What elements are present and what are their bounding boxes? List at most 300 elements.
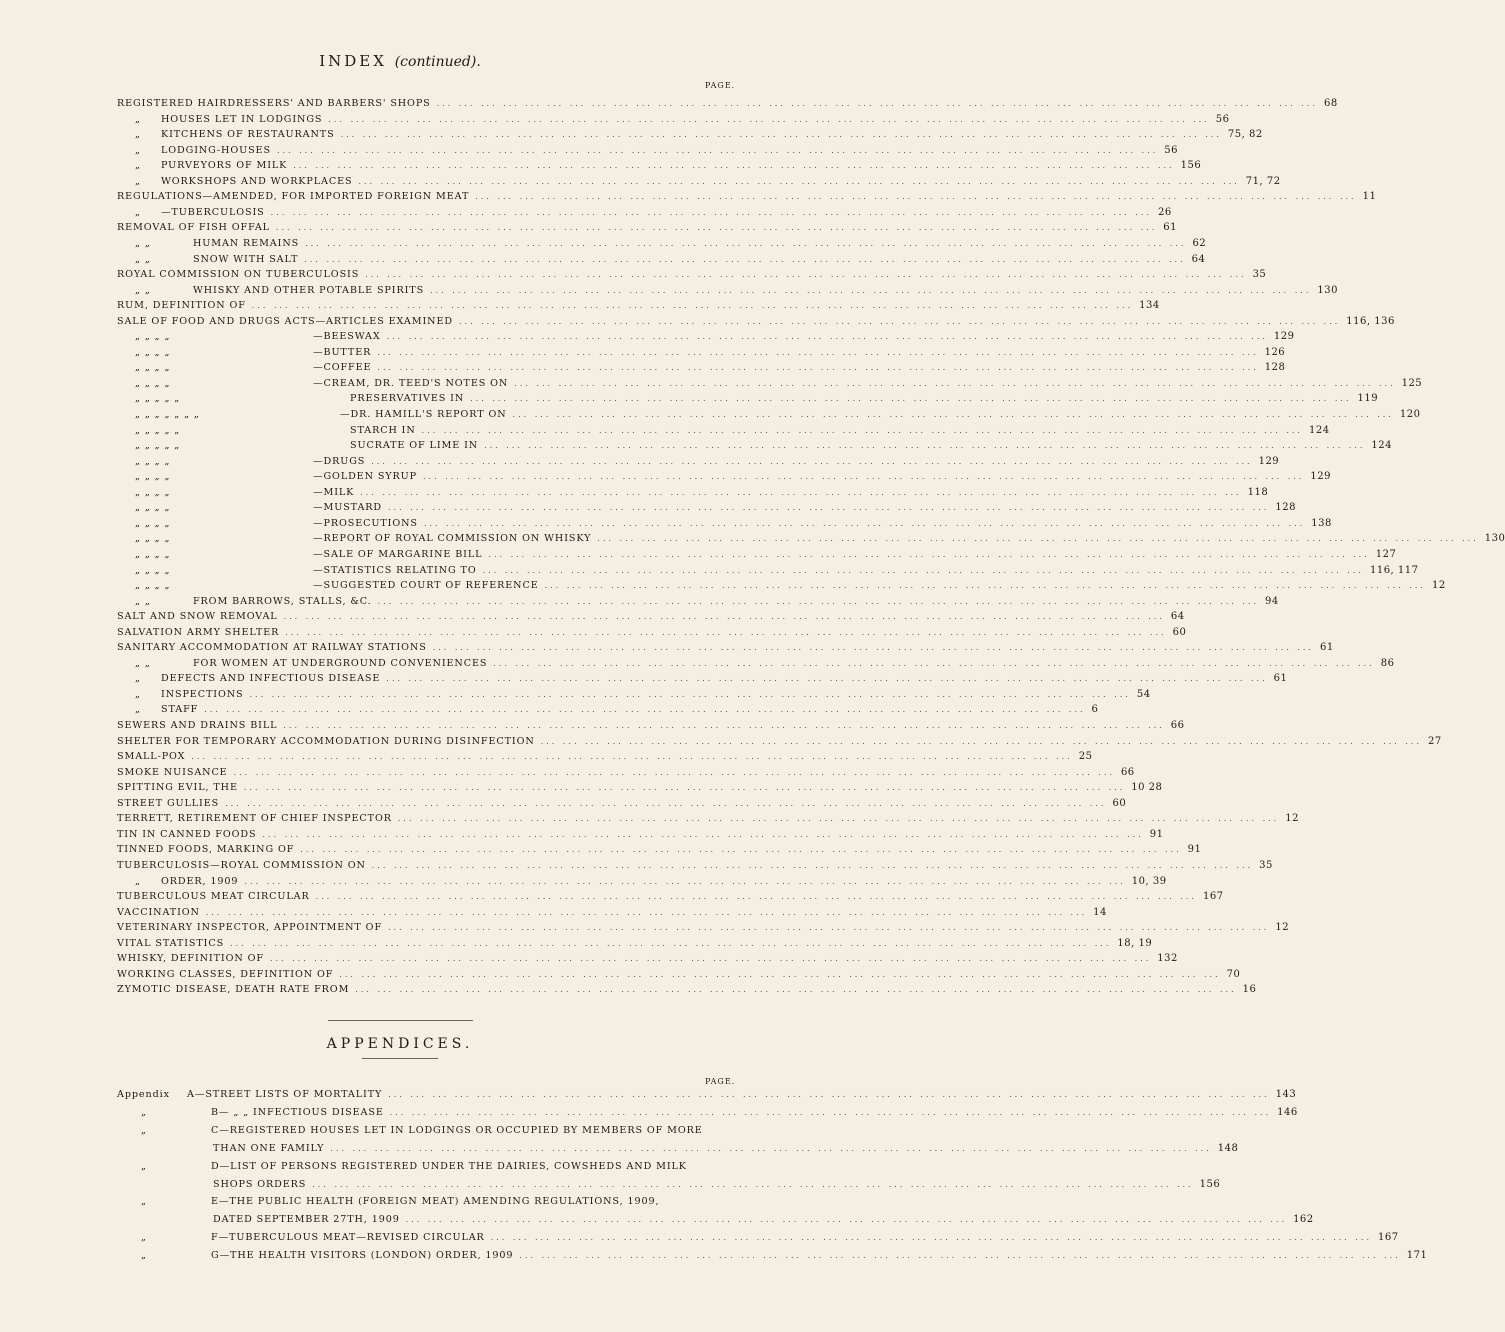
- appendix-leader-dots: ... ... ... ... ... ... ... ... ... ... ... ... ... ... ... ... ... ... ... ... ... ... ... ... ... ... ... ... ... ... ... ... ... ... ... ... ... ... ... ...: [405, 1215, 1288, 1225]
- index-leader-dots: ... ... ... ... ... ... ... ... ... ... ... ... ... ... ... ... ... ... ... ... ... ... ... ... ... ... ... ... ... ... ... ... ... ... ... ... ... ... ... ...: [262, 829, 1144, 839]
- index-leader-dots: ... ... ... ... ... ... ... ... ... ... ... ... ... ... ... ... ... ... ... ... ... ... ... ... ... ... ... ... ... ... ... ... ... ... ... ... ... ... ... ...: [270, 207, 1152, 217]
- index-page-number: 66: [1120, 766, 1135, 778]
- index-row: [117, 486, 1269, 503]
- appendix-entry-text: DATED SEPTEMBER 27TH, 1909: [213, 1214, 400, 1226]
- index-ditto: „ „ „ „: [135, 580, 171, 592]
- index-leader-dots: ... ... ... ... ... ... ... ... ... ... ... ... ... ... ... ... ... ... ... ... ... ... ... ... ... ... ... ... ... ... ... ... ... ... ... ... ... ... ... ...: [244, 876, 1126, 886]
- index-page-number: 129: [1258, 455, 1280, 467]
- appendix-ditto: „: [141, 1160, 147, 1172]
- index-page-number: 61: [1163, 222, 1177, 234]
- index-entry-text: WORKING CLASSES, DEFINITION OF: [117, 968, 334, 980]
- index-leader-dots: ... ... ... ... ... ... ... ... ... ... ... ... ... ... ... ... ... ... ... ... ... ... ... ... ... ... ... ... ... ... ... ... ... ... ... ... ... ... ... ...: [421, 425, 1303, 435]
- index-entry-text: —STATISTICS RELATING TO: [313, 564, 477, 576]
- index-row: [117, 564, 1419, 581]
- index-ditto: „ „ „ „: [135, 533, 171, 545]
- index-leader-dots: ... ... ... ... ... ... ... ... ... ... ... ... ... ... ... ... ... ... ... ... ... ... ... ... ... ... ... ... ... ... ... ... ... ... ... ... ... ... ... ...: [355, 985, 1237, 995]
- index-page-number: 156: [1180, 160, 1202, 172]
- index-entry-text: —TUBERCULOSIS: [161, 206, 265, 218]
- index-page-number: 26: [1158, 206, 1172, 218]
- appendix-leader-dots: ... ... ... ... ... ... ... ... ... ... ... ... ... ... ... ... ... ... ... ... ... ... ... ... ... ... ... ... ... ... ... ... ... ... ... ... ... ... ... ...: [389, 1107, 1272, 1117]
- index-leader-dots: ... ... ... ... ... ... ... ... ... ... ... ... ... ... ... ... ... ... ... ... ... ... ... ... ... ... ... ... ... ... ... ... ... ... ... ... ... ... ... ...: [204, 705, 1086, 715]
- index-entry-text: SHELTER FOR TEMPORARY ACCOMMODATION DURING DISINFECTION: [117, 735, 535, 747]
- index-entry-text: VITAL STATISTICS: [117, 937, 225, 949]
- index-row: [117, 968, 1241, 985]
- index-page-number: 128: [1264, 362, 1286, 374]
- index-leader-dots: ... ... ... ... ... ... ... ... ... ... ... ... ... ... ... ... ... ... ... ... ... ... ... ... ... ... ... ... ... ... ... ... ... ... ... ... ... ... ... ...: [386, 332, 1268, 342]
- index-page-number: 61: [1273, 673, 1288, 685]
- index-page-number: 56: [1215, 113, 1230, 125]
- appendix-row: [117, 1232, 1399, 1248]
- index-row: [117, 424, 1330, 441]
- index-page-number: 18, 19: [1117, 937, 1153, 949]
- index-entry-text: SALE OF FOOD AND DRUGS ACTS—ARTICLES EXAMINED: [117, 315, 453, 327]
- index-row: [117, 751, 1093, 767]
- index-entry-text: —PROSECUTIONS: [313, 517, 418, 529]
- index-page-number: 61: [1320, 642, 1334, 654]
- index-entry-text: WHISKY AND OTHER POTABLE SPIRITS: [193, 284, 425, 296]
- index-row: [117, 657, 1395, 674]
- index-leader-dots: ... ... ... ... ... ... ... ... ... ... ... ... ... ... ... ... ... ... ... ... ... ... ... ... ... ... ... ... ... ... ... ... ... ... ... ... ... ... ... ...: [225, 798, 1107, 808]
- index-entry-text: DEFECTS AND INFECTIOUS DISEASE: [161, 673, 381, 685]
- index-leader-dots: ... ... ... ... ... ... ... ... ... ... ... ... ... ... ... ... ... ... ... ... ... ... ... ... ... ... ... ... ... ... ... ... ... ... ... ... ... ... ... ...: [436, 99, 1318, 108]
- index-leader-dots: ... ... ... ... ... ... ... ... ... ... ... ... ... ... ... ... ... ... ... ... ... ... ... ... ... ... ... ... ... ... ... ... ... ... ... ... ... ... ... ...: [230, 938, 1112, 948]
- section-divider: [328, 1020, 473, 1021]
- index-entry-text: —SALE OF MARGARINE BILL: [313, 548, 483, 560]
- index-entry-text: REGULATIONS—AMENDED, FOR IMPORTED FOREIGN MEAT: [117, 191, 470, 203]
- appendix-page-number: 171: [1406, 1250, 1428, 1262]
- index-page-number: 130: [1484, 533, 1505, 545]
- index-ditto: „ „ „ „: [135, 471, 171, 483]
- appendix-page-number: 148: [1217, 1142, 1239, 1154]
- index-row: [117, 98, 1338, 114]
- index-page-number: 129: [1273, 331, 1295, 343]
- index-entry-text: SEWERS AND DRAINS BILL: [117, 720, 278, 731]
- appendix-leader-dots: ... ... ... ... ... ... ... ... ... ... ... ... ... ... ... ... ... ... ... ... ... ... ... ... ... ... ... ... ... ... ... ... ... ... ... ... ... ... ... ...: [312, 1179, 1194, 1189]
- index-row: [117, 409, 1421, 425]
- index-entry-text: WORKSHOPS AND WORKPLACES: [161, 175, 353, 187]
- index-page-number: 94: [1264, 595, 1279, 607]
- index-row: [117, 642, 1334, 658]
- index-page-number: 16: [1242, 984, 1257, 996]
- index-ditto: „ „ „ „: [135, 502, 171, 514]
- appendix-row: [117, 1089, 1297, 1105]
- index-row: [117, 284, 1338, 301]
- appendix-entry-text: G—THE HEALTH VISITORS (LONDON) ORDER, 1909: [211, 1250, 514, 1262]
- index-row: [117, 393, 1379, 409]
- index-leader-dots: ... ... ... ... ... ... ... ... ... ... ... ... ... ... ... ... ... ... ... ... ... ... ... ... ... ... ... ... ... ... ... ... ... ... ... ... ... ... ... ...: [544, 581, 1426, 591]
- index-leader-dots: ... ... ... ... ... ... ... ... ... ... ... ... ... ... ... ... ... ... ... ... ... ... ... ... ... ... ... ... ... ... ... ... ... ... ... ... ... ... ... ...: [315, 892, 1197, 902]
- index-page-number: 66: [1170, 720, 1185, 731]
- index-ditto: „ „ „ „: [135, 548, 171, 560]
- index-row: [117, 455, 1280, 472]
- index-page-number: 119: [1357, 393, 1379, 405]
- index-row: [117, 844, 1202, 860]
- index-page-number: 12: [1275, 922, 1290, 934]
- index-ditto: „ „ „ „: [135, 564, 171, 576]
- index-row: [117, 191, 1377, 207]
- index-entry-text: TUBERCULOSIS—ROYAL COMMISSION ON: [117, 859, 366, 871]
- index-leader-dots: ... ... ... ... ... ... ... ... ... ... ... ... ... ... ... ... ... ... ... ... ... ... ... ... ... ... ... ... ... ... ... ... ... ... ... ... ... ... ... ...: [488, 549, 1370, 559]
- index-page-number: 128: [1275, 502, 1296, 514]
- index-page-number: 126: [1264, 346, 1286, 358]
- index-title: INDEX: [319, 52, 387, 70]
- index-ditto: „ „ „ „: [135, 517, 171, 529]
- index-page-number: 127: [1375, 548, 1397, 560]
- index-entry-text: TERRETT, RETIREMENT OF CHIEF INSPECTOR: [117, 813, 392, 825]
- index-row: [117, 704, 1099, 720]
- index-leader-dots: ... ... ... ... ... ... ... ... ... ... ... ... ... ... ... ... ... ... ... ... ... ... ... ... ... ... ... ... ... ... ... ... ... ... ... ... ... ... ... ...: [300, 845, 1182, 855]
- index-leader-dots: ... ... ... ... ... ... ... ... ... ... ... ... ... ... ... ... ... ... ... ... ... ... ... ... ... ... ... ... ... ... ... ... ... ... ... ... ... ... ... ...: [340, 130, 1222, 140]
- appendix-page-number: 167: [1378, 1232, 1399, 1244]
- appendix-entry-text: D—LIST OF PERSONS REGISTERED UNDER THE DAIRIES, COWSHEDS AND MILK: [211, 1160, 687, 1172]
- index-page-number: 60: [1112, 797, 1127, 809]
- appendix-leader-dots: ... ... ... ... ... ... ... ... ... ... ... ... ... ... ... ... ... ... ... ... ... ... ... ... ... ... ... ... ... ... ... ... ... ... ... ... ... ... ... ...: [490, 1233, 1373, 1243]
- index-ditto: „ „: [135, 284, 151, 296]
- index-page-number: 167: [1202, 891, 1224, 903]
- index-leader-dots: ... ... ... ... ... ... ... ... ... ... ... ... ... ... ... ... ... ... ... ... ... ... ... ... ... ... ... ... ... ... ... ... ... ... ... ... ... ... ... ...: [233, 767, 1115, 777]
- appendix-page-number: 146: [1277, 1106, 1298, 1118]
- index-entry-text: —MUSTARD: [313, 502, 382, 514]
- index-page-number: 91: [1149, 828, 1164, 840]
- index-row: [117, 688, 1151, 705]
- index-row: [117, 953, 1178, 969]
- index-ditto: „ „ „ „: [135, 362, 171, 374]
- index-row: [117, 440, 1393, 456]
- appendix-page-number: 156: [1199, 1178, 1221, 1190]
- index-row: [117, 595, 1279, 612]
- index-leader-dots: ... ... ... ... ... ... ... ... ... ... ... ... ... ... ... ... ... ... ... ... ... ... ... ... ... ... ... ... ... ... ... ... ... ... ... ... ... ... ... ...: [482, 565, 1364, 575]
- index-entry-text: FOR WOMEN AT UNDERGROUND CONVENIENCES: [193, 657, 488, 669]
- index-entry-text: REMOVAL OF FISH OFFAL: [117, 222, 270, 234]
- index-entry-text: VACCINATION: [117, 906, 200, 918]
- index-subtitle: (continued).: [394, 54, 481, 70]
- index-leader-dots: ... ... ... ... ... ... ... ... ... ... ... ... ... ... ... ... ... ... ... ... ... ... ... ... ... ... ... ... ... ... ... ... ... ... ... ... ... ... ... ...: [475, 192, 1357, 202]
- index-leader-dots: ... ... ... ... ... ... ... ... ... ... ... ... ... ... ... ... ... ... ... ... ... ... ... ... ... ... ... ... ... ... ... ... ... ... ... ... ... ... ... ...: [388, 503, 1270, 513]
- index-leader-dots: ... ... ... ... ... ... ... ... ... ... ... ... ... ... ... ... ... ... ... ... ... ... ... ... ... ... ... ... ... ... ... ... ... ... ... ... ... ... ... ...: [269, 954, 1152, 964]
- index-leader-dots: ... ... ... ... ... ... ... ... ... ... ... ... ... ... ... ... ... ... ... ... ... ... ... ... ... ... ... ... ... ... ... ... ... ... ... ... ... ... ... ...: [360, 487, 1242, 497]
- index-row: [117, 113, 1230, 130]
- index-entry-text: —MILK: [313, 486, 355, 498]
- index-ditto: „ „ „ „ „ „ „: [135, 409, 200, 420]
- index-leader-dots: ... ... ... ... ... ... ... ... ... ... ... ... ... ... ... ... ... ... ... ... ... ... ... ... ... ... ... ... ... ... ... ... ... ... ... ... ... ... ... ...: [540, 736, 1423, 746]
- index-entry-text: —CREAM, DR. TEED'S NOTES ON: [313, 377, 509, 389]
- index-entry-text: RUM, DEFINITION OF: [117, 300, 246, 312]
- index-row: [117, 129, 1263, 145]
- index-entry-text: —BUTTER: [313, 346, 372, 358]
- appendix-entry-text: C—REGISTERED HOUSES LET IN LODGINGS OR OCCUPIED BY MEMBERS OF MORE: [211, 1124, 703, 1136]
- index-entry-text: REGISTERED HAIRDRESSERS' AND BARBERS' SHOPS: [117, 98, 431, 109]
- index-leader-dots: ... ... ... ... ... ... ... ... ... ... ... ... ... ... ... ... ... ... ... ... ... ... ... ... ... ... ... ... ... ... ... ... ... ... ... ... ... ... ... ...: [285, 627, 1167, 637]
- index-leader-dots: ... ... ... ... ... ... ... ... ... ... ... ... ... ... ... ... ... ... ... ... ... ... ... ... ... ... ... ... ... ... ... ... ... ... ... ... ... ... ... ...: [283, 721, 1165, 730]
- index-row: [117, 533, 1505, 549]
- appendix-row: [117, 1106, 1298, 1123]
- appendix-ditto: „: [141, 1250, 147, 1262]
- index-row: [117, 502, 1296, 518]
- appendix-entry-text: E—THE PUBLIC HEALTH (FOREIGN MEAT) AMENDING REGULATIONS, 1909,: [211, 1196, 660, 1208]
- index-row: [117, 300, 1160, 316]
- index-leader-dots: ... ... ... ... ... ... ... ... ... ... ... ... ... ... ... ... ... ... ... ... ... ... ... ... ... ... ... ... ... ... ... ... ... ... ... ... ... ... ... ...: [191, 752, 1073, 762]
- appendix-page-column-label: PAGE.: [705, 1077, 736, 1086]
- index-entry-text: —BEESWAX: [313, 331, 381, 343]
- index-page-number: 120: [1399, 409, 1421, 420]
- index-leader-dots: ... ... ... ... ... ... ... ... ... ... ... ... ... ... ... ... ... ... ... ... ... ... ... ... ... ... ... ... ... ... ... ... ... ... ... ... ... ... ... ...: [358, 176, 1240, 186]
- index-row: [117, 984, 1257, 1000]
- appendices-title: APPENDICES.: [326, 1036, 474, 1052]
- index-ditto: „ „: [135, 595, 151, 607]
- index-entry-text: —GOLDEN SYRUP: [313, 471, 418, 483]
- index-entry-text: PURVEYORS OF MILK: [161, 160, 288, 172]
- index-page-number: 134: [1139, 300, 1160, 312]
- index-row: [117, 720, 1185, 736]
- index-leader-dots: ... ... ... ... ... ... ... ... ... ... ... ... ... ... ... ... ... ... ... ... ... ... ... ... ... ... ... ... ... ... ... ... ... ... ... ... ... ... ... ...: [484, 441, 1366, 451]
- index-page-number: 124: [1308, 424, 1330, 436]
- appendix-leader-dots: ... ... ... ... ... ... ... ... ... ... ... ... ... ... ... ... ... ... ... ... ... ... ... ... ... ... ... ... ... ... ... ... ... ... ... ... ... ... ... ...: [330, 1143, 1212, 1153]
- index-entry-text: TINNED FOODS, MARKING OF: [117, 844, 295, 856]
- index-leader-dots: ... ... ... ... ... ... ... ... ... ... ... ... ... ... ... ... ... ... ... ... ... ... ... ... ... ... ... ... ... ... ... ... ... ... ... ... ... ... ... ...: [371, 456, 1253, 466]
- index-row: [117, 797, 1127, 814]
- index-ditto: „ „ „ „: [135, 331, 171, 343]
- appendix-entry-text: F—TUBERCULOUS MEAT—REVISED CIRCULAR: [211, 1232, 485, 1244]
- index-leader-dots: ... ... ... ... ... ... ... ... ... ... ... ... ... ... ... ... ... ... ... ... ... ... ... ... ... ... ... ... ... ... ... ... ... ... ... ... ... ... ... ...: [388, 923, 1270, 933]
- index-row: [117, 580, 1446, 596]
- index-entry-text: TIN IN CANNED FOODS: [117, 828, 257, 840]
- index-row: [117, 611, 1185, 627]
- index-row: [117, 222, 1177, 238]
- index-leader-dots: ... ... ... ... ... ... ... ... ... ... ... ... ... ... ... ... ... ... ... ... ... ... ... ... ... ... ... ... ... ... ... ... ... ... ... ... ... ... ... ...: [276, 145, 1159, 155]
- index-page-number: 132: [1157, 953, 1178, 965]
- index-ditto: „ „ „ „ „: [135, 440, 181, 452]
- index-ditto: „ „ „ „ „: [135, 424, 181, 436]
- appendix-entry-text: SHOPS ORDERS: [213, 1178, 307, 1190]
- appendix-leader-dots: ... ... ... ... ... ... ... ... ... ... ... ... ... ... ... ... ... ... ... ... ... ... ... ... ... ... ... ... ... ... ... ... ... ... ... ... ... ... ... ...: [388, 1090, 1270, 1099]
- page-heading: [0, 52, 800, 70]
- index-leader-dots: ... ... ... ... ... ... ... ... ... ... ... ... ... ... ... ... ... ... ... ... ... ... ... ... ... ... ... ... ... ... ... ... ... ... ... ... ... ... ... ...: [514, 378, 1396, 388]
- index-entry-text: SALT AND SNOW REMOVAL: [117, 611, 278, 623]
- index-page-number: 129: [1310, 471, 1331, 483]
- index-leader-dots: ... ... ... ... ... ... ... ... ... ... ... ... ... ... ... ... ... ... ... ... ... ... ... ... ... ... ... ... ... ... ... ... ... ... ... ... ... ... ... ...: [430, 285, 1312, 295]
- index-entry-text: KITCHENS OF RESTAURANTS: [161, 129, 335, 141]
- index-page-number: 75, 82: [1227, 129, 1263, 141]
- index-page-number: 6: [1091, 704, 1099, 716]
- index-ditto: „ „: [135, 253, 151, 265]
- index-page-number: 54: [1136, 688, 1151, 700]
- appendix-row: [117, 1178, 1221, 1195]
- index-ditto: „: [135, 160, 141, 172]
- index-row: [117, 859, 1273, 876]
- index-row: [117, 766, 1135, 783]
- index-entry-text: PRESERVATIVES IN: [350, 393, 465, 405]
- index-page-number: 14: [1093, 906, 1107, 918]
- index-leader-dots: ... ... ... ... ... ... ... ... ... ... ... ... ... ... ... ... ... ... ... ... ... ... ... ... ... ... ... ... ... ... ... ... ... ... ... ... ... ... ... ...: [493, 658, 1375, 668]
- index-page-number: 116, 136: [1346, 315, 1395, 327]
- appendix-ditto: Appendix: [117, 1089, 170, 1100]
- index-entry-text: —DR. HAMILL'S REPORT ON: [340, 409, 507, 420]
- appendix-ditto: „: [141, 1232, 147, 1244]
- appendix-row: [117, 1161, 722, 1177]
- page-column-label: PAGE.: [705, 81, 736, 90]
- index-entry-text: STREET GULLIES: [117, 797, 220, 809]
- appendix-leader-dots: ... ... ... ... ... ... ... ... ... ... ... ... ... ... ... ... ... ... ... ... ... ... ... ... ... ... ... ... ... ... ... ... ... ... ... ... ... ... ... ...: [519, 1251, 1401, 1261]
- appendix-page-number: 162: [1293, 1214, 1314, 1226]
- index-page-number: 125: [1401, 377, 1423, 389]
- index-page-number: 70: [1226, 968, 1241, 980]
- index-entry-text: SMOKE NUISANCE: [117, 766, 228, 778]
- index-leader-dots: ... ... ... ... ... ... ... ... ... ... ... ... ... ... ... ... ... ... ... ... ... ... ... ... ... ... ... ... ... ... ... ... ... ... ... ... ... ... ... ...: [251, 301, 1134, 311]
- index-page-number: 130: [1317, 284, 1338, 296]
- index-leader-dots: ... ... ... ... ... ... ... ... ... ... ... ... ... ... ... ... ... ... ... ... ... ... ... ... ... ... ... ... ... ... ... ... ... ... ... ... ... ... ... ...: [275, 223, 1158, 233]
- index-row: [117, 315, 1395, 332]
- index-entry-text: LODGING-HOUSES: [161, 144, 271, 156]
- index-entry-text: SALVATION ARMY SHELTER: [117, 626, 280, 638]
- index-row: [117, 206, 1172, 223]
- index-leader-dots: ... ... ... ... ... ... ... ... ... ... ... ... ... ... ... ... ... ... ... ... ... ... ... ... ... ... ... ... ... ... ... ... ... ... ... ... ... ... ... ...: [249, 689, 1131, 699]
- index-entry-text: SMALL-POX: [117, 751, 186, 763]
- appendix-ditto: „: [141, 1124, 147, 1136]
- index-page-number: 60: [1172, 626, 1187, 638]
- index-leader-dots: ... ... ... ... ... ... ... ... ... ... ... ... ... ... ... ... ... ... ... ... ... ... ... ... ... ... ... ... ... ... ... ... ... ... ... ... ... ... ... ...: [293, 161, 1175, 171]
- index-entry-text: ORDER, 1909: [161, 875, 239, 887]
- index-ditto: „ „: [135, 237, 151, 249]
- index-entry-text: VETERINARY INSPECTOR, APPOINTMENT OF: [117, 922, 383, 934]
- index-ditto: „: [135, 206, 141, 218]
- index-leader-dots: ... ... ... ... ... ... ... ... ... ... ... ... ... ... ... ... ... ... ... ... ... ... ... ... ... ... ... ... ... ... ... ... ... ... ... ... ... ... ... ...: [386, 674, 1268, 684]
- index-row: [117, 937, 1153, 954]
- index-entry-text: —COFFEE: [313, 362, 372, 374]
- index-page-number: 35: [1252, 269, 1267, 281]
- index-row: [117, 906, 1107, 923]
- index-leader-dots: ... ... ... ... ... ... ... ... ... ... ... ... ... ... ... ... ... ... ... ... ... ... ... ... ... ... ... ... ... ... ... ... ... ... ... ... ... ... ... ...: [377, 347, 1259, 357]
- index-row: [117, 331, 1295, 347]
- index-ditto: „ „ „ „: [135, 377, 171, 389]
- index-leader-dots: ... ... ... ... ... ... ... ... ... ... ... ... ... ... ... ... ... ... ... ... ... ... ... ... ... ... ... ... ... ... ... ... ... ... ... ... ... ... ... ...: [328, 114, 1210, 124]
- index-row: [117, 346, 1286, 363]
- index-leader-dots: ... ... ... ... ... ... ... ... ... ... ... ... ... ... ... ... ... ... ... ... ... ... ... ... ... ... ... ... ... ... ... ... ... ... ... ... ... ... ... ...: [377, 363, 1259, 373]
- index-row: [117, 548, 1397, 565]
- index-page-number: 27: [1428, 735, 1442, 747]
- index-ditto: „: [135, 673, 141, 685]
- appendix-row: [117, 1214, 1314, 1230]
- index-page-number: 86: [1380, 657, 1395, 669]
- index-ditto: „: [135, 688, 141, 700]
- index-leader-dots: ... ... ... ... ... ... ... ... ... ... ... ... ... ... ... ... ... ... ... ... ... ... ... ... ... ... ... ... ... ... ... ... ... ... ... ... ... ... ... ...: [512, 410, 1394, 419]
- index-ditto: „: [135, 113, 141, 125]
- index-page-number: 11: [1362, 191, 1377, 203]
- index-row: [117, 891, 1224, 907]
- index-page-number: 25: [1078, 751, 1093, 763]
- index-entry-text: SPITTING EVIL, THE: [117, 782, 238, 794]
- appendix-ditto: „: [141, 1106, 147, 1118]
- index-ditto: „: [135, 129, 141, 141]
- index-leader-dots: ... ... ... ... ... ... ... ... ... ... ... ... ... ... ... ... ... ... ... ... ... ... ... ... ... ... ... ... ... ... ... ... ... ... ... ... ... ... ... ...: [365, 270, 1247, 280]
- index-page-number: 91: [1187, 844, 1202, 856]
- index-row: [117, 253, 1206, 270]
- index-ditto: „ „ „ „: [135, 486, 171, 498]
- index-page-number: 64: [1191, 253, 1206, 265]
- index-entry-text: SANITARY ACCOMMODATION AT RAILWAY STATIONS: [117, 642, 427, 654]
- appendix-row: [117, 1125, 722, 1141]
- index-row: [117, 175, 1281, 192]
- index-entry-text: SNOW WITH SALT: [193, 253, 299, 265]
- index-ditto: „: [135, 144, 141, 156]
- index-page-number: 64: [1170, 611, 1185, 623]
- index-row: [117, 269, 1267, 285]
- appendix-entry-text: THAN ONE FAMILY: [213, 1142, 325, 1154]
- index-ditto: „: [135, 175, 141, 187]
- index-entry-text: ROYAL COMMISSION ON TUBERCULOSIS: [117, 269, 360, 281]
- index-leader-dots: ... ... ... ... ... ... ... ... ... ... ... ... ... ... ... ... ... ... ... ... ... ... ... ... ... ... ... ... ... ... ... ... ... ... ... ... ... ... ... ...: [283, 612, 1165, 622]
- index-page-number: 68: [1324, 98, 1338, 109]
- index-entry-text: HOUSES LET IN LODGINGS: [161, 113, 323, 125]
- index-row: [117, 626, 1187, 643]
- appendix-row: [117, 1142, 1239, 1159]
- index-ditto: „ „ „ „: [135, 455, 171, 467]
- index-leader-dots: ... ... ... ... ... ... ... ... ... ... ... ... ... ... ... ... ... ... ... ... ... ... ... ... ... ... ... ... ... ... ... ... ... ... ... ... ... ... ... ...: [377, 596, 1259, 606]
- appendix-entry-text: A—STREET LISTS OF MORTALITY: [187, 1089, 383, 1100]
- index-leader-dots: ... ... ... ... ... ... ... ... ... ... ... ... ... ... ... ... ... ... ... ... ... ... ... ... ... ... ... ... ... ... ... ... ... ... ... ... ... ... ... ...: [397, 814, 1280, 824]
- appendix-row: [117, 1250, 1428, 1266]
- index-ditto: „ „: [135, 657, 151, 669]
- index-page-number: 56: [1164, 144, 1179, 156]
- appendix-row: [117, 1196, 722, 1212]
- index-ditto: „ „ „ „: [135, 346, 171, 358]
- appendix-entry-text: B— „ „ INFECTIOUS DISEASE: [211, 1106, 384, 1118]
- index-row: [117, 875, 1167, 892]
- index-entry-text: SUCRATE OF LIME IN: [350, 440, 479, 452]
- index-row: [117, 237, 1207, 254]
- index-page-number: 124: [1371, 440, 1393, 452]
- index-entry-text: WHISKY, DEFINITION OF: [117, 953, 264, 965]
- index-leader-dots: ... ... ... ... ... ... ... ... ... ... ... ... ... ... ... ... ... ... ... ... ... ... ... ... ... ... ... ... ... ... ... ... ... ... ... ... ... ... ... ...: [371, 860, 1254, 870]
- appendix-page-number: 143: [1275, 1089, 1297, 1100]
- index-row: [117, 673, 1288, 689]
- index-ditto: „ „ „ „ „: [135, 393, 181, 405]
- index-entry-text: —SUGGESTED COURT OF REFERENCE: [313, 580, 539, 592]
- index-entry-text: —REPORT OF ROYAL COMMISSION ON WHISKY: [313, 533, 592, 545]
- index-page-number: 116, 117: [1369, 564, 1419, 576]
- index-leader-dots: ... ... ... ... ... ... ... ... ... ... ... ... ... ... ... ... ... ... ... ... ... ... ... ... ... ... ... ... ... ... ... ... ... ... ... ... ... ... ... ...: [305, 238, 1187, 248]
- appendix-ditto: „: [141, 1196, 147, 1208]
- index-leader-dots: ... ... ... ... ... ... ... ... ... ... ... ... ... ... ... ... ... ... ... ... ... ... ... ... ... ... ... ... ... ... ... ... ... ... ... ... ... ... ... ...: [470, 394, 1352, 404]
- index-leader-dots: ... ... ... ... ... ... ... ... ... ... ... ... ... ... ... ... ... ... ... ... ... ... ... ... ... ... ... ... ... ... ... ... ... ... ... ... ... ... ... ...: [205, 907, 1088, 917]
- index-entry-text: INSPECTIONS: [161, 688, 244, 700]
- index-row: [117, 922, 1290, 938]
- index-row: [117, 160, 1202, 176]
- index-page-number: 138: [1311, 517, 1332, 529]
- index-leader-dots: ... ... ... ... ... ... ... ... ... ... ... ... ... ... ... ... ... ... ... ... ... ... ... ... ... ... ... ... ... ... ... ... ... ... ... ... ... ... ... ...: [339, 969, 1221, 979]
- index-entry-text: HUMAN REMAINS: [193, 237, 300, 249]
- index-row: [117, 362, 1286, 378]
- index-row: [117, 828, 1164, 845]
- index-entry-text: STARCH IN: [350, 424, 416, 436]
- index-page-number: 62: [1192, 237, 1207, 249]
- index-ditto: „: [135, 704, 141, 716]
- index-entry-text: FROM BARROWS, STALLS, &C.: [193, 595, 372, 607]
- index-row: [117, 471, 1331, 487]
- index-leader-dots: ... ... ... ... ... ... ... ... ... ... ... ... ... ... ... ... ... ... ... ... ... ... ... ... ... ... ... ... ... ... ... ... ... ... ... ... ... ... ... ...: [597, 534, 1479, 544]
- index-ditto: „: [135, 875, 141, 887]
- index-entry-text: STAFF: [161, 704, 199, 716]
- index-leader-dots: ... ... ... ... ... ... ... ... ... ... ... ... ... ... ... ... ... ... ... ... ... ... ... ... ... ... ... ... ... ... ... ... ... ... ... ... ... ... ... ...: [243, 783, 1126, 793]
- index-row: [117, 144, 1179, 161]
- index-page-number: 118: [1247, 486, 1269, 498]
- index-leader-dots: ... ... ... ... ... ... ... ... ... ... ... ... ... ... ... ... ... ... ... ... ... ... ... ... ... ... ... ... ... ... ... ... ... ... ... ... ... ... ... ...: [458, 316, 1341, 326]
- index-page-number: 12: [1431, 580, 1446, 592]
- index-row: [117, 782, 1163, 798]
- index-page-number: 10 28: [1131, 782, 1163, 794]
- index-page-number: 71, 72: [1245, 175, 1281, 187]
- index-page-number: 10, 39: [1131, 875, 1167, 887]
- index-page-number: 12: [1285, 813, 1299, 825]
